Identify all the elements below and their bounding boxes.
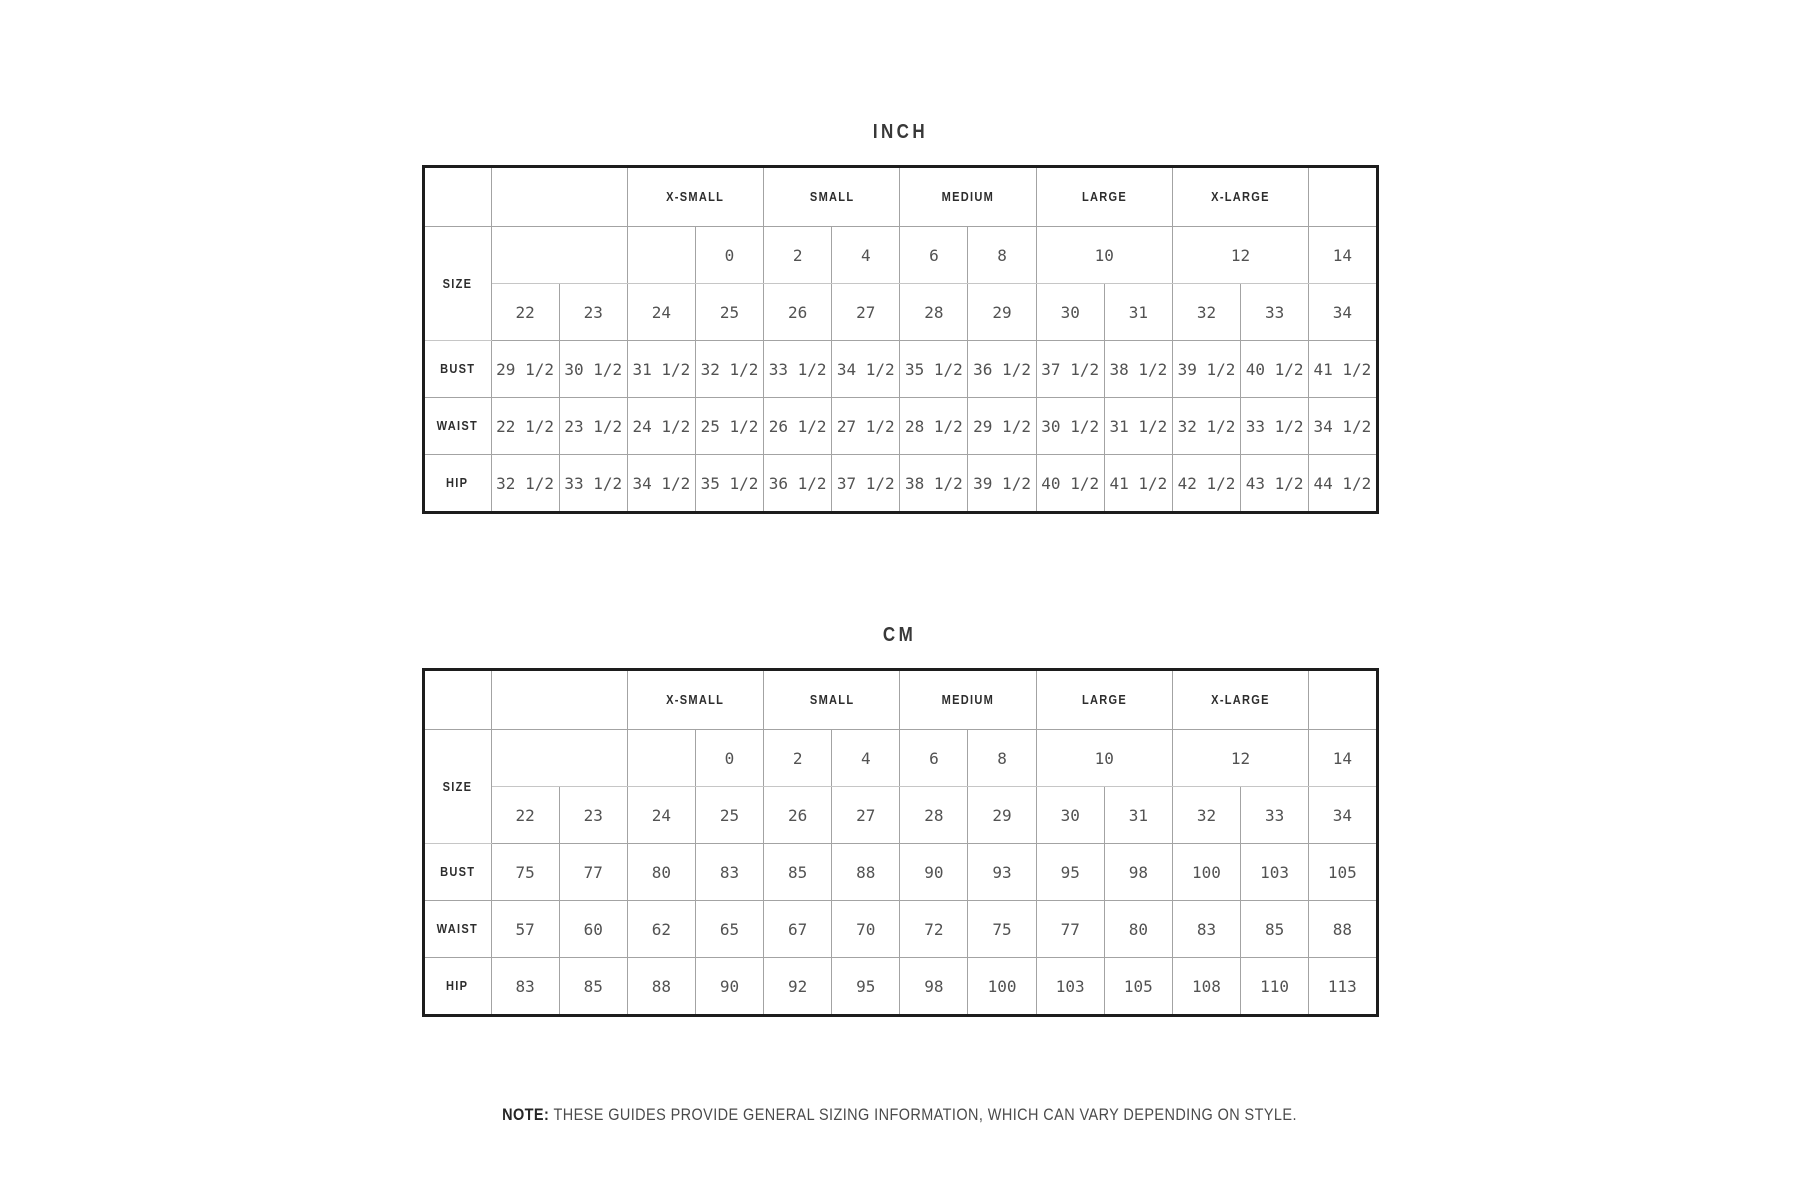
size-cell: 8: [968, 227, 1036, 284]
corner-cell: [423, 670, 491, 730]
size-cell: 30: [1036, 284, 1104, 341]
group-header-small: [764, 167, 900, 227]
row-label: HIP: [446, 978, 469, 993]
measurement-cell: 80: [1104, 901, 1172, 958]
measurement-cell: 30 1/2: [559, 341, 627, 398]
measurement-cell: 85: [559, 958, 627, 1016]
size-cell: 26: [764, 787, 832, 844]
size-cell: 27: [832, 284, 900, 341]
measurement-cell: 22 1/2: [491, 398, 559, 455]
measurement-cell: 27 1/2: [832, 398, 900, 455]
size-cell: 27: [832, 787, 900, 844]
size-cell: 32: [1172, 284, 1240, 341]
measurement-cell: 65: [695, 901, 763, 958]
measurement-cell: 38 1/2: [900, 455, 968, 513]
corner-cell: [423, 167, 491, 227]
cm-size-guide: [0, 624, 1800, 1017]
bust-row: [423, 844, 1377, 901]
measurement-cell: 95: [1036, 844, 1104, 901]
bust-row: [423, 341, 1377, 398]
measurement-cell: 25 1/2: [695, 398, 763, 455]
size-cell: 10: [1036, 227, 1172, 284]
size-cell: 34: [1309, 284, 1377, 341]
measurement-cell: 31 1/2: [1104, 398, 1172, 455]
numeric-size-row-bottom: [423, 787, 1377, 844]
measurement-cell: 85: [1241, 901, 1309, 958]
row-label: WAIST: [436, 418, 479, 433]
group-header-label: X-SMALL: [666, 692, 725, 707]
measurement-cell: 88: [1309, 901, 1377, 958]
measurement-cell: 90: [695, 958, 763, 1016]
measurement-cell: 33 1/2: [1241, 398, 1309, 455]
measurement-cell: 75: [491, 844, 559, 901]
measurement-cell: 40 1/2: [1241, 341, 1309, 398]
size-cell: 4: [832, 730, 900, 787]
measurement-cell: 88: [832, 844, 900, 901]
measurement-cell: 83: [491, 958, 559, 1016]
measurement-cell: 35 1/2: [695, 455, 763, 513]
group-header-large: [1036, 670, 1172, 730]
measurement-cell: 32 1/2: [695, 341, 763, 398]
measurement-cell: 75: [968, 901, 1036, 958]
measurement-cell: 40 1/2: [1036, 455, 1104, 513]
waist-row: [423, 398, 1377, 455]
cm-table-title-text: CM: [883, 624, 917, 646]
measurement-cell: 34 1/2: [627, 455, 695, 513]
size-cell: 4: [832, 227, 900, 284]
size-cell: 33: [1241, 284, 1309, 341]
measurement-cell: 77: [1036, 901, 1104, 958]
measurement-cell: 38 1/2: [1104, 341, 1172, 398]
measurement-cell: 31 1/2: [627, 341, 695, 398]
measurement-cell: 98: [900, 958, 968, 1016]
sizing-note: [0, 1105, 1800, 1125]
group-header-label: X-LARGE: [1211, 692, 1270, 707]
group-header-label: SMALL: [809, 189, 854, 204]
group-header-xlarge: [1172, 167, 1308, 227]
numeric-size-row-top: [423, 227, 1377, 284]
row-label-cell: [423, 398, 491, 455]
size-cell: 31: [1104, 284, 1172, 341]
inch-table-title-text: INCH: [872, 121, 928, 143]
measurement-cell: 72: [900, 901, 968, 958]
group-header-row: [423, 670, 1377, 730]
group-header-xlarge: [1172, 670, 1308, 730]
size-cell: 28: [900, 787, 968, 844]
measurement-cell: 36 1/2: [968, 341, 1036, 398]
measurement-cell: 80: [627, 844, 695, 901]
numeric-size-row-top: [423, 730, 1377, 787]
sizing-note-text-wrap: [503, 1105, 1298, 1125]
empty-header-cell: [491, 167, 627, 227]
size-cell: 2: [764, 227, 832, 284]
size-cell: 24: [627, 284, 695, 341]
size-cell: 22: [491, 284, 559, 341]
size-cell: 8: [968, 730, 1036, 787]
measurement-cell: 34 1/2: [1309, 398, 1377, 455]
measurement-cell: 70: [832, 901, 900, 958]
cm-table-title: [0, 624, 1800, 646]
empty-size-cell: [627, 730, 695, 787]
group-header-large: [1036, 167, 1172, 227]
measurement-cell: 33 1/2: [764, 341, 832, 398]
measurement-cell: 39 1/2: [968, 455, 1036, 513]
measurement-cell: 36 1/2: [764, 455, 832, 513]
measurement-cell: 37 1/2: [1036, 341, 1104, 398]
empty-header-cell: [491, 670, 627, 730]
group-header-label: SMALL: [809, 692, 854, 707]
measurement-cell: 29 1/2: [491, 341, 559, 398]
group-header-label: X-LARGE: [1211, 189, 1270, 204]
empty-header-cell: [1309, 167, 1377, 227]
measurement-cell: 67: [764, 901, 832, 958]
measurement-cell: 103: [1241, 844, 1309, 901]
empty-size-cell: [491, 730, 627, 787]
row-label-cell: [423, 341, 491, 398]
measurement-cell: 43 1/2: [1241, 455, 1309, 513]
measurement-cell: 110: [1241, 958, 1309, 1016]
measurement-cell: 98: [1104, 844, 1172, 901]
measurement-cell: 85: [764, 844, 832, 901]
measurement-cell: 32 1/2: [1172, 398, 1240, 455]
measurement-cell: 42 1/2: [1172, 455, 1240, 513]
cm-size-table: [422, 668, 1379, 1017]
size-cell: 23: [559, 284, 627, 341]
inch-table-title: [0, 121, 1800, 143]
row-label: BUST: [439, 864, 476, 879]
measurement-cell: 41 1/2: [1309, 341, 1377, 398]
row-label: HIP: [446, 475, 469, 490]
measurement-cell: 83: [695, 844, 763, 901]
row-label: WAIST: [436, 921, 479, 936]
group-header-xsmall: [627, 670, 763, 730]
size-cell: 31: [1104, 787, 1172, 844]
group-header-label: MEDIUM: [941, 189, 995, 204]
measurement-cell: 95: [832, 958, 900, 1016]
empty-size-cell: [491, 227, 627, 284]
row-label-cell: [423, 455, 491, 513]
measurement-cell: 83: [1172, 901, 1240, 958]
measurement-cell: 28 1/2: [900, 398, 968, 455]
measurement-cell: 62: [627, 901, 695, 958]
size-cell: 22: [491, 787, 559, 844]
size-cell: 30: [1036, 787, 1104, 844]
size-label-cell: [423, 730, 491, 844]
measurement-cell: 29 1/2: [968, 398, 1036, 455]
measurement-cell: 90: [900, 844, 968, 901]
measurement-cell: 35 1/2: [900, 341, 968, 398]
measurement-cell: 34 1/2: [832, 341, 900, 398]
size-cell: 28: [900, 284, 968, 341]
measurement-cell: 108: [1172, 958, 1240, 1016]
size-cell: 12: [1172, 227, 1308, 284]
measurement-cell: 32 1/2: [491, 455, 559, 513]
note-label: NOTE:: [502, 1105, 550, 1124]
measurement-cell: 105: [1309, 844, 1377, 901]
measurement-cell: 88: [627, 958, 695, 1016]
hip-row: [423, 455, 1377, 513]
measurement-cell: 41 1/2: [1104, 455, 1172, 513]
measurement-cell: 57: [491, 901, 559, 958]
measurement-cell: 77: [559, 844, 627, 901]
size-cell: 32: [1172, 787, 1240, 844]
size-cell: 29: [968, 284, 1036, 341]
size-cell: 33: [1241, 787, 1309, 844]
size-cell: 14: [1309, 227, 1377, 284]
empty-size-cell: [627, 227, 695, 284]
size-cell: 6: [900, 227, 968, 284]
size-cell: 6: [900, 730, 968, 787]
group-header-xsmall: [627, 167, 763, 227]
size-cell: 2: [764, 730, 832, 787]
size-cell: 29: [968, 787, 1036, 844]
row-label: BUST: [439, 361, 476, 376]
size-cell: 10: [1036, 730, 1172, 787]
group-header-label: X-SMALL: [666, 189, 725, 204]
measurement-cell: 33 1/2: [559, 455, 627, 513]
size-label-cell: [423, 227, 491, 341]
group-header-small: [764, 670, 900, 730]
measurement-cell: 100: [968, 958, 1036, 1016]
size-cell: 0: [695, 730, 763, 787]
group-header-row: [423, 167, 1377, 227]
group-header-medium: [900, 167, 1036, 227]
measurement-cell: 23 1/2: [559, 398, 627, 455]
waist-row: [423, 901, 1377, 958]
inch-size-table: [422, 165, 1379, 514]
hip-row: [423, 958, 1377, 1016]
size-cell: 25: [695, 284, 763, 341]
size-cell: 26: [764, 284, 832, 341]
group-header-label: MEDIUM: [941, 692, 995, 707]
size-cell: 23: [559, 787, 627, 844]
measurement-cell: 100: [1172, 844, 1240, 901]
size-cell: 0: [695, 227, 763, 284]
measurement-cell: 93: [968, 844, 1036, 901]
measurement-cell: 37 1/2: [832, 455, 900, 513]
row-label-cell: [423, 958, 491, 1016]
group-header-label: LARGE: [1081, 189, 1127, 204]
size-cell: 12: [1172, 730, 1308, 787]
measurement-cell: 24 1/2: [627, 398, 695, 455]
row-label-cell: [423, 901, 491, 958]
measurement-cell: 103: [1036, 958, 1104, 1016]
size-cell: 25: [695, 787, 763, 844]
measurement-cell: 92: [764, 958, 832, 1016]
group-header-label: LARGE: [1081, 692, 1127, 707]
measurement-cell: 26 1/2: [764, 398, 832, 455]
size-cell: 24: [627, 787, 695, 844]
empty-header-cell: [1309, 670, 1377, 730]
measurement-cell: 60: [559, 901, 627, 958]
size-cell: 34: [1309, 787, 1377, 844]
size-row-label: SIZE: [442, 275, 473, 291]
measurement-cell: 113: [1309, 958, 1377, 1016]
measurement-cell: 105: [1104, 958, 1172, 1016]
measurement-cell: 44 1/2: [1309, 455, 1377, 513]
measurement-cell: 39 1/2: [1172, 341, 1240, 398]
note-text: THESE GUIDES PROVIDE GENERAL SIZING INFORMATION, WHICH CAN VARY DEPENDING ON STYLE.: [553, 1105, 1298, 1124]
row-label-cell: [423, 844, 491, 901]
group-header-medium: [900, 670, 1036, 730]
size-cell: 14: [1309, 730, 1377, 787]
numeric-size-row-bottom: [423, 284, 1377, 341]
inch-size-guide: [0, 121, 1800, 514]
size-row-label: SIZE: [442, 778, 473, 794]
measurement-cell: 30 1/2: [1036, 398, 1104, 455]
